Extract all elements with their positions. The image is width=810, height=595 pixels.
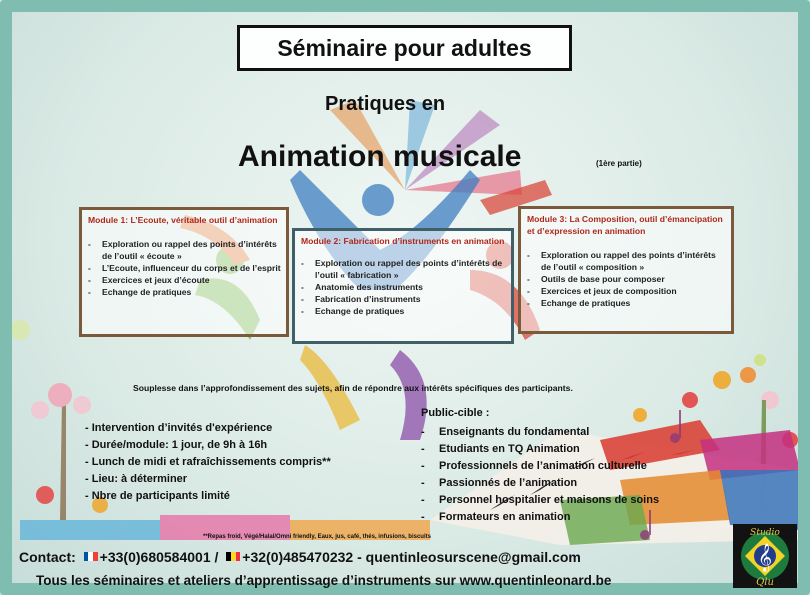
list-item: - Formateurs en animation [421,509,659,526]
module-1-card [79,207,289,337]
list-item: - Lunch de midi et rafraîchissements compris** [85,456,331,468]
module-title: Module 2: Fabrication d’instruments en animation [301,236,505,246]
list-item: - Exploration ou rappel des points d’intérêts de l’outil « fabrication » [301,257,507,281]
module-2-card [292,228,514,344]
phone-belgium[interactable]: +32(0)485470232 - [242,549,362,565]
list-item: - Passionnés de l’animation [421,475,659,492]
list-item: - Fabrication d’instruments [301,293,507,305]
list-item: - Echange de pratiques [527,297,727,309]
svg-text:Studio: Studio [750,528,780,538]
part-note: (1ère partie) [596,159,642,168]
list-item: - Etudiants en TQ Animation [421,441,659,458]
subtitle-animation-musicale: Animation musicale [238,140,522,173]
list-item: - Exploration ou rappel des points d’intérêts de l’outil « composition » [527,249,727,273]
contact-line [19,548,581,565]
list-item: - Anatomie des instruments [301,281,507,293]
contact-label: Contact: [19,549,76,565]
list-item: - Echange de pratiques [88,286,282,298]
treble-clef-icon: 𝄞 [757,543,773,571]
list-item: - Exploration ou rappel des points d’intérêts de l’outil « écoute » [88,238,282,262]
module-items [301,257,507,317]
public-cible-heading: Public-cible : [421,407,490,419]
list-item: - Durée/module: 1 jour, de 9h à 16h [85,439,268,451]
phone-france[interactable]: +33(0)680584001 / [99,549,219,565]
module-items [88,238,282,298]
module-title: Module 1: L’Ecoute, véritable outil d’animation [88,215,278,225]
list-item: - Enseignants du fondamental [421,424,659,441]
page-title: Séminaire pour adultes [237,25,572,71]
list-item: - Exercices et jeux d’écoute [88,274,282,286]
list-item: - Outils de base pour composer [527,273,727,285]
list-item: - L’Ecoute, influenceur du corps et de l’esprit [88,262,282,274]
public-cible-list [421,424,659,526]
email-link[interactable]: quentinleosurscene@gmail.com [365,549,581,565]
list-item: - Intervention d’invités d'expérience [85,422,273,434]
module-title: Module 3: La Composition, outil d’émancipation et d’expression en animation [527,214,723,236]
list-item: - Lieu: à déterminer [85,473,188,485]
svg-text:Qlu: Qlu [756,577,774,588]
souplesse-note: Souplesse dans l’approfondissement des sujets, afin de répondre aux intérêts spécifiques des participants. [133,383,573,393]
list-item: - Professionnels de l’animation culturelle [421,458,659,475]
practical-info-list [85,420,331,505]
france-flag-icon [84,548,98,557]
list-item: - Echange de pratiques [301,305,507,317]
list-item: - Personnel hospitalier et maisons de soins [421,492,659,509]
module-items [527,249,727,309]
module-3-card [518,206,734,334]
subtitle-pratiques: Pratiques en [325,93,446,115]
repas-footnote: **Repas froid, Végé/Halal/Omni friendly, Eaux, jus, café, thés, infusions, biscuits [203,534,431,540]
list-item: - Exercices et jeux de composition [527,285,727,297]
studio-qlu-logo [733,524,797,588]
belgium-flag-icon [226,548,240,557]
footer-website-line[interactable]: Tous les séminaires et ateliers d’apprentissage d’instruments sur www.quentinleonard.be [36,573,612,588]
list-item: - Nbre de participants limité [85,490,230,502]
